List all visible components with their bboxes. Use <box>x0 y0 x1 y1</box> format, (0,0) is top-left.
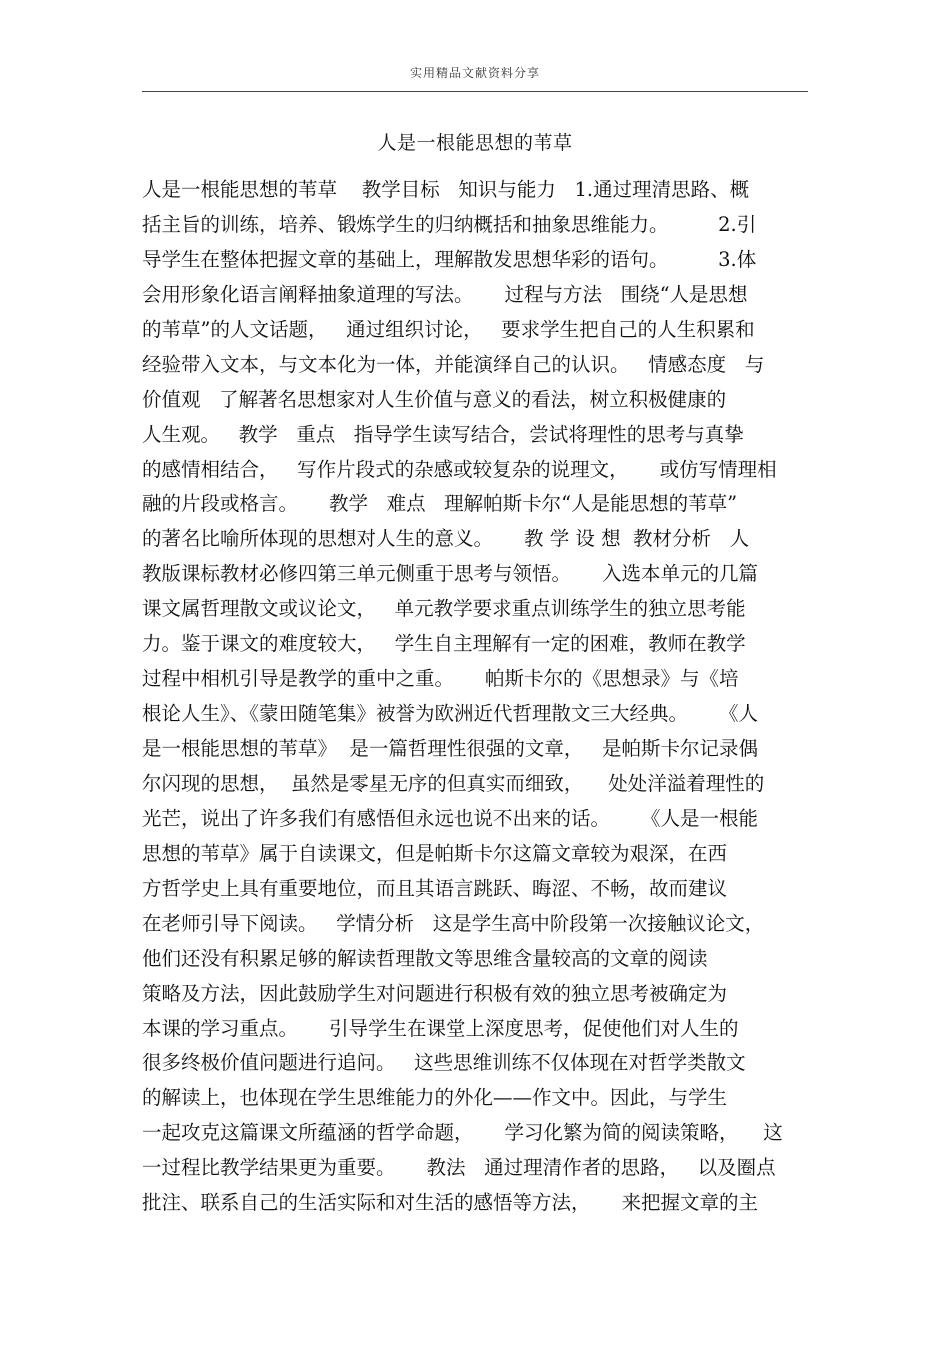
body-line: 的感情相结合， 写作片段式的杂感或较复杂的说理文， 或仿写情理相 <box>142 457 777 481</box>
body-line: 会用形象化语言阐释抽象道理的写法。 过程与方法 围绕“人是思想 <box>142 282 748 306</box>
body-line: 策略及方法，因此鼓励学生对问题进行积极有效的独立思考被确定为 <box>142 981 728 1005</box>
body-line: 在老师引导下阅读。 学情分析 这是学生高中阶段第一次接触议论文， <box>142 911 765 935</box>
body-line: 人生观。 教学 重点 指导学生读写结合，尝试将理性的思考与真挚 <box>142 422 744 446</box>
body-line: 的苇草”的人文话题， 通过组织讨论， 要求学生把自己的人生积累和 <box>142 317 755 341</box>
body-line: 他们还没有积累足够的解读哲理散文等思维含量较高的文章的阅读 <box>142 946 708 970</box>
body-line: 过程中相机引导是教学的重中之重。 帕斯卡尔的《思想录》与《培 <box>142 667 739 691</box>
body-line: 思想的苇草》属于自读课文，但是帕斯卡尔这篇文章较为艰深，在西 <box>142 841 728 865</box>
body-line: 经验带入文本，与文本化为一体，并能演绎自己的认识。 情感态度 与 <box>142 352 765 376</box>
body-line: 是一根能思想的苇草》 是一篇哲理性很强的文章， 是帕斯卡尔记录偶 <box>142 737 758 760</box>
body-line: 批注、联系自己的生活实际和对生活的感悟等方法， 来把握文章的主 <box>142 1191 758 1215</box>
body-line: 根论人生》、《蒙田随笔集》被誉为欧洲近代哲理散文三大经典。 《人 <box>142 702 758 726</box>
body-line: 课文属哲理散文或议论文， 单元教学要求重点训练学生的独立思考能 <box>142 597 746 621</box>
body-line: 括主旨的训练，培养、锻炼学生的归纳概括和抽象思维能力。 2.引 <box>142 212 757 236</box>
body-line: 本课的学习重点。 引导学生在课堂上深度思考，促使他们对人生的 <box>142 1016 739 1040</box>
body-line: 一起攻克这篇课文所蕴涵的哲学命题， 学习化繁为简的阅读策略， 这 <box>142 1121 783 1145</box>
document-body <box>142 173 808 1221</box>
body-line: 的著名比喻所体现的思想对人生的意义。 教 学 设 想 教材分析 人 <box>142 527 750 551</box>
body-line: 一过程比教学结果更为重要。 教法 通过理清作者的思路， 以及圈点 <box>142 1156 776 1180</box>
body-line: 光芒，说出了许多我们有感悟但永远也说不出来的话。 《人是一根能 <box>142 806 758 830</box>
header-divider <box>142 91 808 92</box>
body-line: 的解读上，也体现在学生思维能力的外化——作文中。因此，与学生 <box>142 1086 728 1110</box>
body-line: 融的片段或格言。 教学 难点 理解帕斯卡尔“人是能思想的苇草” <box>142 492 738 516</box>
body-line: 人是一根能思想的苇草 教学目标 知识与能力 1.通过理清思路、概 <box>142 178 750 201</box>
body-line: 力。鉴于课文的难度较大， 学生自主理解有一定的困难，教师在教学 <box>142 632 746 656</box>
document-title: 人是一根能思想的苇草 <box>377 132 573 154</box>
body-line: 尔闪现的思想， 虽然是零星无序的但真实而细致， 处处洋溢着理性的 <box>142 771 765 795</box>
body-line: 方哲学史上具有重要地位，而且其语言跳跃、晦涩、不畅，故而建议 <box>142 876 728 900</box>
body-line: 教版课标教材必修四第三单元侧重于思考与领悟。 入选本单元的几篇 <box>142 562 758 586</box>
body-line: 导学生在整体把握文章的基础上，理解散发思想华彩的语句。 3.体 <box>142 247 757 271</box>
page-header: 实用精品文献资料分享 <box>409 66 540 80</box>
body-line: 价值观 了解著名思想家对人生价值与意义的看法，树立积极健康的 <box>142 387 727 411</box>
body-line: 很多终极价值问题进行追问。 这些思维训练不仅体现在对哲学类散文 <box>142 1051 746 1075</box>
